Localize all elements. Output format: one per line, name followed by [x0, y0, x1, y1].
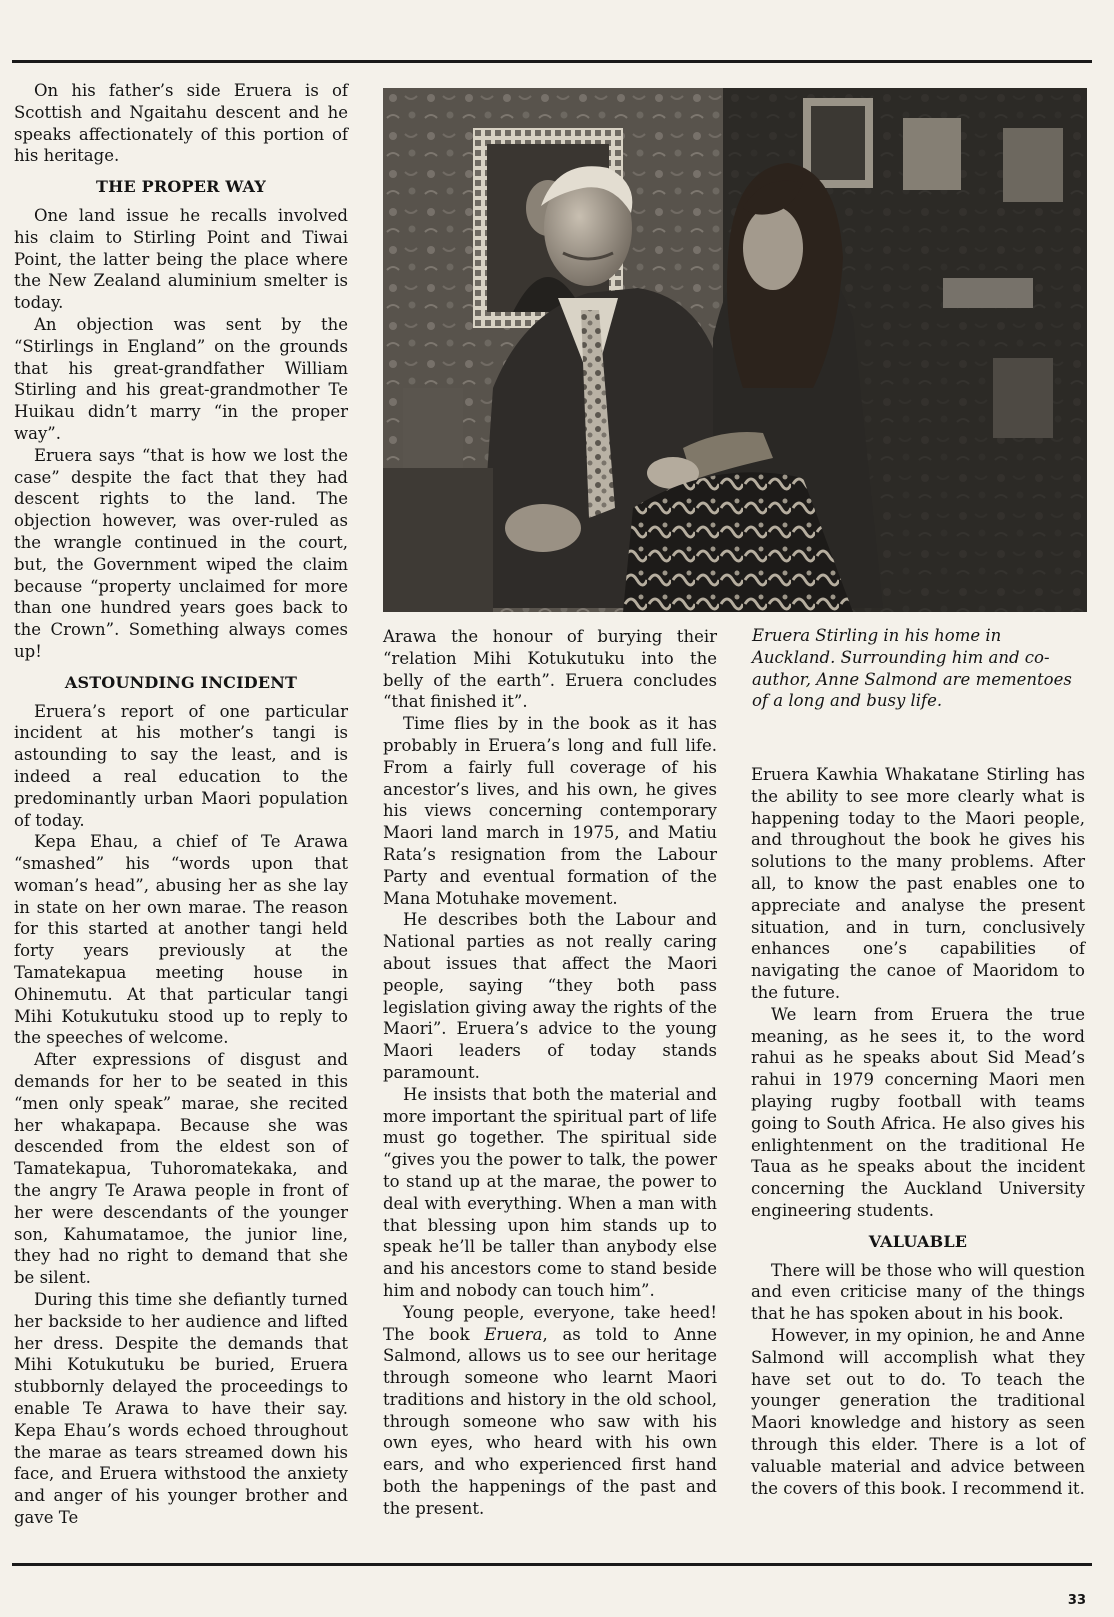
paragraph-objection: An objection was sent by the “Stirlings in England” on the grounds that his great-grandfather William Stirling and his great-grandmother Te Huikau didn’t marry “in the proper way”.: [14, 314, 348, 443]
paragraph-young-people: [383, 1302, 717, 1520]
paragraph-kepa-ehau: Kepa Ehau, a chief of Te Arawa “smashed” his “words upon that woman’s head”, abusing her as she lay in state on her own marae. The reason for this started at another tangi held forty years previously at the Tamatekapua meeting house in Ohinemutu. At that particular tangi Mihi Kotukutuku stood up to reply to the speeches of welcome.: [14, 832, 348, 1048]
paragraph-after-expressions: After expressions of disgust and demands for her to be seated in this “men only speak” marae, she recited her whakapapa. Because she was descended from the eldest son of Tamatekapua, Tuhoromatekaka, and the angry Te Arawa people in front of her were descendants of the younger son, Kahumatamoe, the junior line, they had no right to demand that she be silent.: [14, 1050, 348, 1288]
heading-valuable: VALUABLE: [868, 1231, 968, 1251]
paragraph-eruera-says: Eruera says “that is how we lost the case” despite the fact that they had descent rights to the land. The objection however, was over-ruled as the wrangle continued in the court, but, the Government wiped the claim because “property unclaimed for more than one hundred years goes back to the Crown”. Something always comes up!: [14, 445, 348, 661]
photo-eruera-and-anne: [383, 88, 1087, 612]
paragraph-arawa-honour: Arawa the honour of burying their “relation Mihi Kotukutuku into the belly of the earth”. Eruera concludes “that finished it”.: [383, 627, 717, 712]
paragraph-however: However, in my opinion, he and Anne Salmond will accomplish what they have set out to do. To teach the younger generation the traditional Maori knowledge and history as seen through this elder. There is a lot of valuable material and advice between the covers of this book. I recommend it.: [751, 1325, 1085, 1498]
bottom-rule: [12, 1563, 1092, 1566]
paragraph-we-learn: We learn from Eruera the true meaning, as he sees it, to the word rahui as he speaks about Sid Mead’s rahui in 1979 concerning Maori men playing rugby football with teams going to South Africa. He also gives his enlightenment on the traditional He Taua as he speaks about the incident concerning the Auckland University engineering students.: [751, 1004, 1085, 1220]
article-column-3: [751, 764, 1085, 1499]
paragraph-during-this-time: During this time she defiantly turned her backside to her audience and lifted her dress. Despite the demands that Mihi Kotukutuku be buried, Eruera stubbornly delayed the proceedings to enable Te Arawa to have their say. Kepa Ehau’s words echoed throughout the marae as tears streamed down his face, and Eruera withstood the anxiety and anger of his younger brother and gave Te: [14, 1290, 348, 1527]
young-people-text-2: , as told to Anne Salmond, allows us to see our heritage through someone who learnt Maori traditions and history in the old school, through someone who saw with his own eyes, who heard with his own ears, and who experienced first hand both the happenings of the past and the present.: [383, 1324, 717, 1518]
heading-proper-way: THE PROPER WAY: [96, 177, 266, 197]
page-number: 33: [1067, 1593, 1086, 1608]
heading-astounding-incident: ASTOUNDING INCIDENT: [64, 672, 298, 692]
top-rule: [12, 60, 1092, 63]
paragraph-time-flies: Time flies by in the book as it has probably in Eruera’s long and full life. From a fairly full coverage of his ancestor’s lives, and his own, he gives his views concerning contemporary Maori land march in 1975, and Matiu Rata’s resignation from the Labour Party and eventual formation of the Mana Motuhake movement.: [383, 714, 717, 908]
paragraph-insists: He insists that both the material and more important the spiritual part of life must go together. The spiritual side “gives you the power to talk, the power to stand up at the marae, the power to deal with everything. When a man with that blessing upon him stands up to speak he’ll be taller than anybody else and his ancestors come to stand beside him and nobody can touch him”.: [383, 1084, 717, 1300]
paragraph-describes-parties: He describes both the Labour and National parties as not really caring about issues that affect the Maori people, saying “they both pass legislation giving away the rights of the Maori”. Eruera’s advice to the young Maori leaders of today stands paramount.: [383, 910, 717, 1082]
paragraph-report: Eruera’s report of one particular incident at his mother’s tangi is astounding to say the least, and is indeed a real education to the predominantly urban Maori population of today.: [14, 701, 348, 830]
paragraph-ability: Eruera Kawhia Whakatane Stirling has the ability to see more clearly what is happening today to the Maori people, and throughout the book he gives his solutions to the many problems. After all, to know the past enables one to appreciate and analyse the present situation, and in turn, conclusively enhances one’s capabilities of navigating the canoe of Maoridom to the future.: [751, 765, 1085, 1002]
article-column-1: [14, 80, 348, 1529]
photo-illustration: [383, 88, 1087, 612]
paragraph-land-issue: One land issue he recalls involved his claim to Stirling Point and Tiwai Point, the latter being the place where the New Zealand aluminium smelter is today.: [14, 205, 348, 313]
article-column-2: [383, 626, 717, 1520]
young-people-text-1: Young people, everyone, take heed! The book: [383, 1302, 717, 1344]
paragraph-father-side: On his father’s side Eruera is of Scottish and Ngaitahu descent and he speaks affectionately of this portion of his heritage.: [14, 81, 348, 166]
book-title: Eruera: [484, 1324, 543, 1344]
photo-caption: Eruera Stirling in his home in Auckland. Surrounding him and co-author, Anne Salmond are mementoes of a long and busy life.: [752, 626, 1072, 711]
paragraph-there-will-be: There will be those who will question and even criticise many of the things that he has spoken about in his book.: [751, 1260, 1085, 1324]
